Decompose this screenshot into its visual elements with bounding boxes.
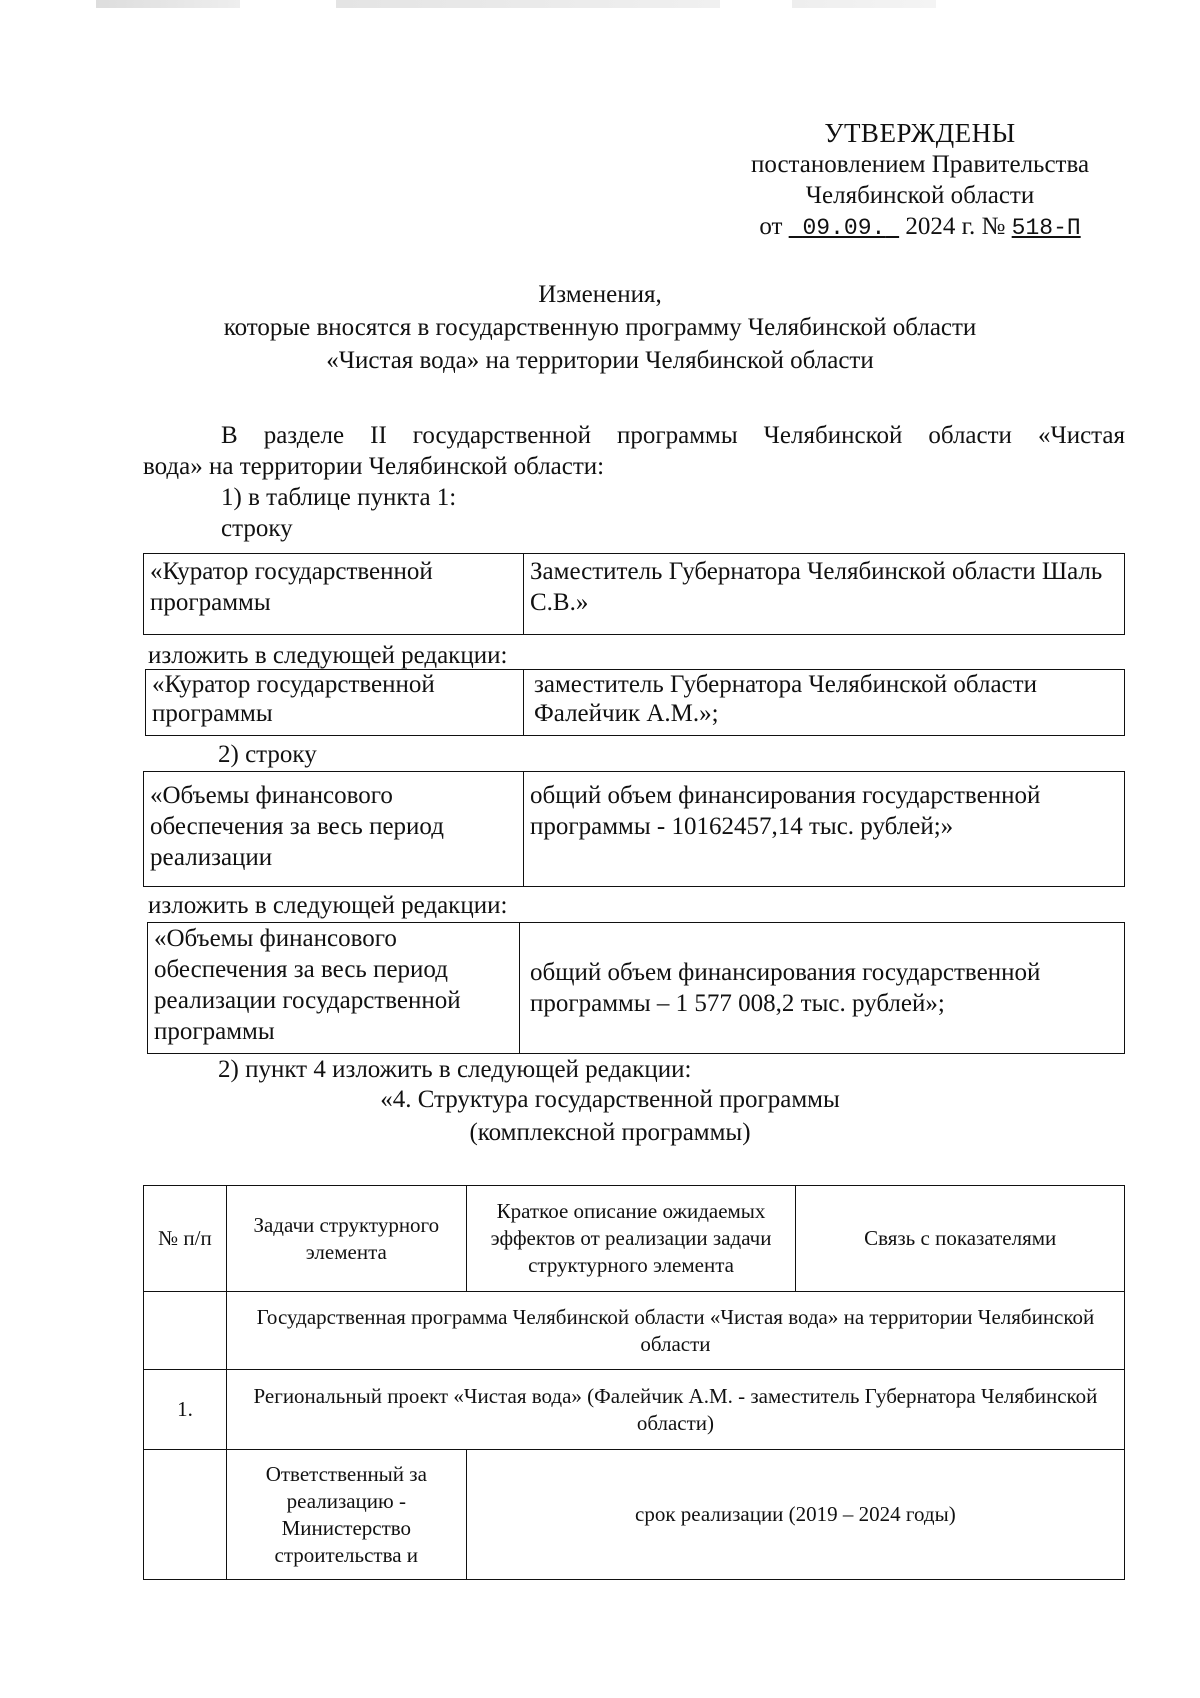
curator-old-label: «Куратор государственной программы — [144, 554, 524, 634]
table-header-row — [144, 1186, 1125, 1292]
row-number: 1. — [144, 1370, 227, 1450]
financing-old-label: «Объемы финансового обеспечения за весь период реализации — [144, 772, 524, 886]
table-row-financing-new — [147, 922, 1125, 1054]
section-title — [260, 1083, 960, 1149]
item-2-row: 2) строку — [218, 741, 317, 768]
approval-block — [700, 118, 1140, 244]
intro-row-word: строку — [221, 515, 293, 542]
approval-number: 518-П — [1011, 215, 1081, 241]
section-title-line-1: «4. Структура государственной программы — [380, 1086, 840, 1113]
table-row — [144, 1450, 1125, 1580]
section-title-line-2: (комплексной программы) — [469, 1119, 751, 1146]
row-number — [144, 1450, 227, 1580]
intro-line-2: вода» на территории Челябинской области: — [143, 453, 605, 480]
program-name-cell: Государственная программа Челябинской области «Чистая вода» на территории Челябинской области — [226, 1292, 1124, 1370]
project-name-cell: Региональный проект «Чистая вода» (Фалейчик А.М. - заместитель Губернатора Челябинской области) — [226, 1370, 1124, 1450]
scan-edge — [0, 0, 1200, 8]
intro-item-1: 1) в таблице пункта 1: — [221, 484, 457, 511]
table-row — [144, 1292, 1125, 1370]
approval-date-line — [700, 211, 1140, 244]
title-line-3: «Чистая вода» на территории Челябинской области — [326, 347, 874, 374]
document-title — [100, 278, 1100, 377]
structure-table — [143, 1185, 1125, 1580]
title-line-2: которые вносятся в государственную программу Челябинской области — [223, 314, 977, 341]
intro-line-1: В разделе II государственной программы Челябинской области «Чистая — [221, 422, 1125, 449]
approval-year: 2024 г. № — [905, 213, 1006, 240]
item-3-point-4: 2) пункт 4 изложить в следующей редакции: — [218, 1056, 692, 1083]
curator-new-label: «Куратор государственной программы — [146, 670, 524, 735]
approval-date: 09.09. — [802, 215, 886, 241]
title-line-1: Изменения, — [538, 281, 662, 308]
term-cell: срок реализации (2019 – 2024 годы) — [466, 1450, 1124, 1580]
approval-heading: УТВЕРЖДЕНЫ — [824, 118, 1016, 148]
replace-instruction-2: изложить в следующей редакции: — [148, 892, 508, 919]
responsible-cell: Ответственный за реализацию - Министерство строительства и — [226, 1450, 466, 1580]
financing-old-value: общий объем финансирования государственной программы - 10162457,14 тыс. рублей;» — [530, 782, 1041, 840]
table-row-curator-new — [145, 669, 1125, 736]
approval-from-label: от — [759, 213, 783, 240]
curator-new-value: заместитель Губернатора Челябинской области Фалейчик А.М.»; — [534, 671, 1037, 727]
replace-instruction-1: изложить в следующей редакции: — [148, 642, 508, 669]
intro-paragraph — [143, 420, 1125, 544]
financing-new-label: «Объемы финансового обеспечения за весь период реализации государственной программы — [148, 923, 520, 1053]
approval-line-2: Челябинской области — [805, 182, 1035, 209]
row-number — [144, 1292, 227, 1370]
header-effects: Краткое описание ожидаемых эффектов от реализации задачи структурного элемента — [466, 1186, 796, 1292]
header-tasks: Задачи структурного элемента — [226, 1186, 466, 1292]
header-number: № п/п — [144, 1186, 227, 1292]
table-row — [144, 1370, 1125, 1450]
approval-line-1: постановлением Правительства — [750, 151, 1090, 178]
table-row-curator-old — [143, 553, 1125, 635]
table-row-financing-old — [143, 771, 1125, 887]
curator-old-value: Заместитель Губернатора Челябинской области Шаль С.В.» — [530, 558, 1103, 616]
financing-new-value: общий объем финансирования государственной программы – 1 577 008,2 тыс. рублей»; — [530, 959, 1041, 1017]
header-indicators: Связь с показателями — [796, 1186, 1125, 1292]
